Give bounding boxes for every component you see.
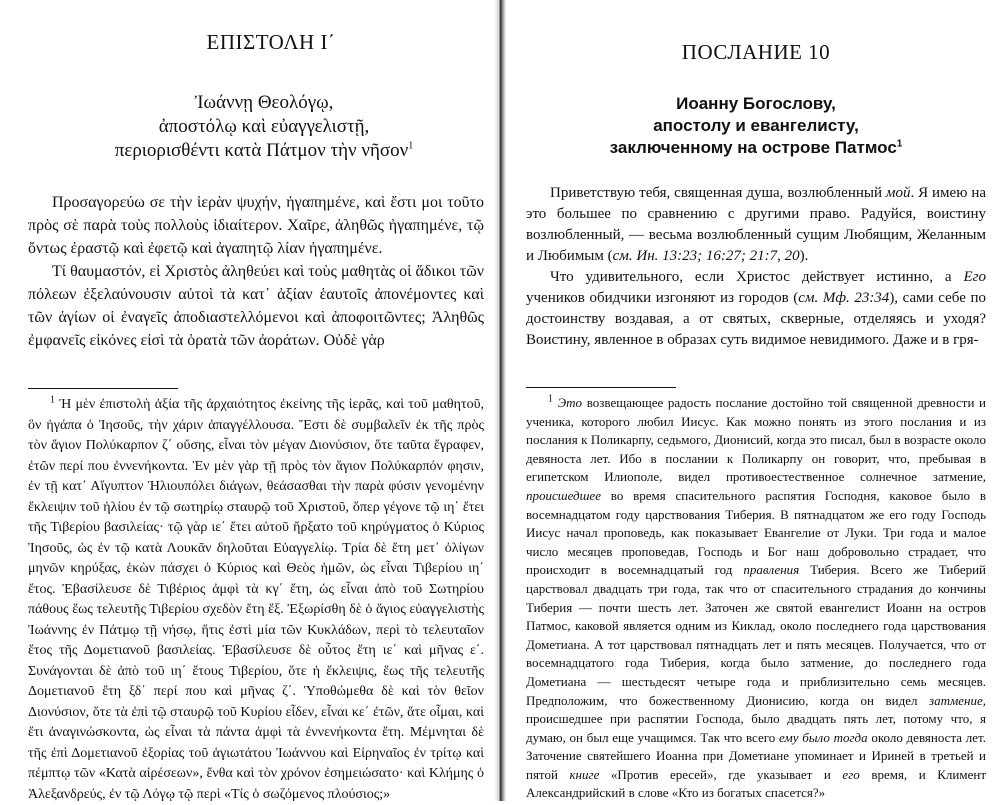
footnote-divider	[28, 388, 178, 389]
heading-line-3: περιορισθέντι κατὰ Πάτμον τὴν νῆσον$^1$	[114, 140, 414, 161]
heading-line-1: Ἰωάννῃ Θεολόγῳ,	[194, 92, 334, 113]
footnote-number: 1	[548, 393, 553, 405]
footnote-number: 1	[50, 394, 55, 406]
russian-body-text	[526, 183, 986, 351]
greek-body-text	[28, 191, 484, 352]
heading-line-2: апостолу и евангелисту,	[653, 116, 859, 135]
greek-letter-heading	[28, 91, 484, 163]
left-page	[0, 0, 494, 801]
footnote-divider	[526, 387, 676, 388]
book-gutter	[494, 0, 506, 801]
running-title-greek: ΕΠΙΣΤΟΛΗ Ι΄	[206, 30, 336, 54]
footnote-marker: 1	[896, 138, 903, 150]
greek-paragraph-2: Τί θαυμαστόν, εἰ Χριστὸς ἀληθεύει καὶ τοὺς μαθητὰς οἱ ἄδικοι τῶν πόλεων ἐξελαύνουσιν αὐτοὶ τὰ κατ᾽ ἀξίαν ἑαυτοῖς ἀπονέμοντες καὶ τῶν ἁγίων οἱ ἐναγεῖς ἀποδιαστελλόμενοι καὶ ἀποφοιτῶντες; Ἀληθῶς ἐμφανεῖς εἰκόνες εἰσὶ τὰ ὁρατὰ τῶν ἀοράτων. Οὐδὲ γὰρ	[28, 263, 484, 349]
running-title-russian: ПОСЛАНИЕ 10	[681, 40, 831, 64]
footnote-marker: 1	[408, 140, 414, 152]
russian-footnote: $^1$ Это возвещающее радость послание достойно той священной древности и ученика, которого любил Иисус. Как можно понять из этого послания и из послания к Поликарпу, седьмого, Дионисий, когда это писал, был в возрасте около девяноста лет. Ибо в послании к Поликарпу он говорит, что, пребывая в египетском Илиополе, видел противоестественное солнечное затмение, происшедшее во время спасительного распятия Господня, каковое было в восемнадцатом году царствования Тиберия. В пятнадцатом же его году Господь Иисус начал проповедь, как показывает Евангелие от Луки. Три года и малое число месяцев проповедав, Господь и Бог наш добровольно страдает, что происходит в восемнадцатый год правления Тиберия. Всего же Тиберий царствовал двадцать три года, так что от спасительного страдания до кончины Тиберия — почти шесть лет. Заточен же святой евангелист Иоанн на остров Патмос, каковой является одним из Киклад, около последнего года царствования Дометиана. А тот царствовал пятнадцать лет и пять месяцев. Получается, что от восемнадцатого года Тиберия, когда было затмение, до последнего года Дометиана — шестьдесят четыре года и приблизительно семь месяцев. Предположим, что божественному Дионисию, когда он видел затмение, происшедшее при распятии Господа, было двадцать пять лет, потому что, я думаю, он был еще учащимся. Так что всего ему было тогда около девяноста лет. Заточение святейшего Иоанна при Дометиане упоминает и Ириней в третьей и пятой книге «Против ересей», где указывает и его время, и Климент Александрийский в слове «Кто из богатых спасется?»	[526, 393, 987, 801]
heading-line-3: заключенному на острове Патмос$^1$	[609, 138, 903, 157]
heading-line-1: Иоанну Богослову,	[676, 94, 836, 113]
greek-paragraph-1: Προσαγορεύω σε τὴν ἱερὰν ψυχήν, ἠγαπημένε, καὶ ἔστι μοι τοῦτο πρὸς σὲ παρὰ τοὺς πολλοὺς ἰδιαίτερον. Χαῖρε, ἀληθῶς ἠγαπημένε, τῷ ὄντως ἐραστῷ καὶ ἐφετῷ καὶ ἀγαπητῷ λίαν ἠγαπημένε.	[28, 194, 484, 257]
russian-paragraph-1: Приветствую тебя, священная душа, возлюбленный мой. Я имею на это большее по сравнению с другими право. Радуйся, воистину возлюбленный, — весьма возлюбленный сущим Любящим, Желанным и Любимым (см. Ин. 13:23; 16:27; 21:7, 20).	[526, 185, 986, 264]
heading-line-2: ἀποστόλῳ καὶ εὐαγγελιστῇ,	[158, 116, 370, 137]
greek-footnote: $^1$ Ἡ μὲν ἐπιστολὴ ἀξία τῆς ἀρχαιότητος ἐκείνης τῆς ἱερᾶς, καὶ τοῦ μαθητοῦ, ὃν ἠγάπα ὁ Ἰησοῦς, τὴν χάριν ἀπαγγέλλουσα. Ἔστι δὲ συμβαλεῖν ἐκ τῆς πρὸς τὸν ἅγιον Πολύκαρπον ζ΄ οὔσης, εἶναι τὸν μέγαν Διονύσιον, ὅτε ταῦτα ἔγραφεν, ἐτῶν περί που ἐννενήκοντα. Ἐν μὲν γὰρ τῇ πρὸς τὸν ἅγιον Πολύκαρπόν φησιν, ἐν τῇ κατ᾽ Αἴγυπτον Ἡλιουπόλει διάγων, θεάσασθαι τὴν παρὰ φύσιν γενομένην ἔκλειψιν τοῦ ἡλίου ἐν τῷ σωτηρίῳ σταυρῷ τοῦ Χριστοῦ, ὅπερ γέγονε τῷ ιη΄ ἔτει τῆς Τιβερίου βασιλείας· τῷ γὰρ ιε΄ ἔτει αὐτοῦ ἤρξατο τοῦ κηρύγματος ὁ Κύριος Ἰησοῦς, ὡς ἐν τῷ κατὰ Λουκᾶν δηλοῦται Εὐαγγελίῳ. Τρία δὲ ἔτη μετ᾽ ὀλίγων μηνῶν κηρύξας, ἑκὼν πάσχει ὁ Κύριος καὶ Θεὸς ἡμῶν, ὡς εἶναι Τιβερίου ιη΄ ἔτος. Ἐβασίλευσε δὲ Τιβέριος ἀμφὶ τὰ κγ΄ ἔτη, ὡς εἶναι ἀπὸ τοῦ Σωτηρίου πάθους ἕως τελευτῆς Τιβερίου σχεδὸν ἔτη ἕξ. Ἐξωρίσθη δὲ ὁ ἅγιος εὐαγγελιστὴς Ἰωάννης ἐν Πάτμῳ τῇ νήσῳ, ἥτις ἐστὶ μία τῶν Κυκλάδων, περὶ τὸ τελευταῖον ἔτος τῆς Δομετιανοῦ βασιλείας. Ἐβασίλευσε δὲ οὗτος ἔτη ιε΄ καὶ μῆνας ε΄. Συνάγονται δὲ ἀπὸ τοῦ ιη΄ ἔτους Τιβερίου, ὅτε ἡ ἔκλειψις, ἕως τῆς τελευτῆς Δομετιανοῦ ἔτη ξδ΄ περί που καὶ μῆνας ζ΄. Ὑποθώμεθα δὲ καὶ τὸν θεῖον Διονύσιον, ὅτε τὰ ἐπὶ τῷ σταυρῷ τοῦ Κυρίου εἶδεν, εἶναι κε΄ ἐτῶν, ἅτε οἶμαι, καὶ ἔτι ἀναγινώσκοντα, ὡς εἶναι τὰ πάντα ἀμφὶ τὰ ἐννενήκοντα ἔτη. Μέμνηται δὲ τῆς ἐπὶ Δομετιανοῦ ἐξορίας τοῦ ἁγιωτάτου Ἰωάννου καὶ Εἰρηναῖος ἐν τρίτῳ καὶ πέμπτῳ τῶν «Κατὰ αἱρέσεων», ἔνθα καὶ τὸν χρόνον ἐσημειώσατο· καὶ Κλήμης ὁ Ἀλεξανδρεύς, ἐν τῷ Λόγῳ τῷ περὶ «Τίς ὁ σωζόμενος πλούσιος;»	[28, 394, 485, 802]
russian-paragraph-2: Что удивительного, если Христос действует истинно, а Его учеников обидчики изгоняют из городов (см. Мф. 23:34), сами себе по достоинству воздавая, а от святых, скверные, отделяясь и уходя? Воистину, явленное в образах суть видимое невидимого. Даже и в гря-	[526, 269, 986, 348]
right-page	[506, 0, 1000, 801]
russian-letter-heading	[526, 93, 986, 159]
